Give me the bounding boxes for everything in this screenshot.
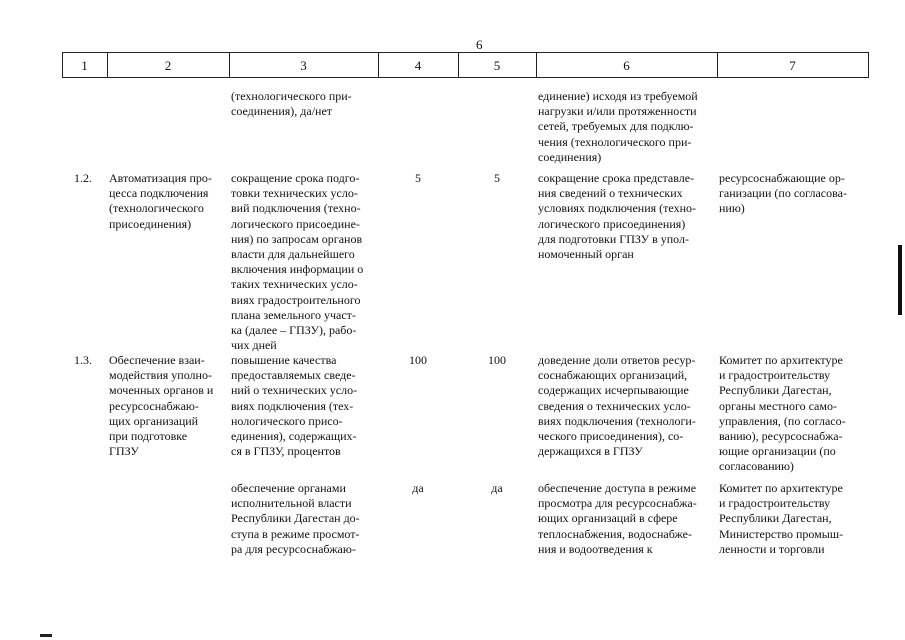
header-col-7: 7 <box>789 58 796 73</box>
row-responsible: Комитет по архитектуре и градостроительству Республики Дагестан, Министерство промыш- ленности и торговли <box>719 481 844 556</box>
row-responsible: Комитет по архитектуре и градостроительству Республики Дагестан, органы местного само- управления, (по согласо- ванию), ресурсоснабжа- ющие организации (по согласованию) <box>719 353 846 474</box>
header-col-4: 4 <box>414 58 422 73</box>
row-responsible: ресурсоснабжающие ор- ганизации (по согласова- нию) <box>719 171 847 216</box>
row-measure: повышение качества предоставляемых сведе- ний о технических усло- виях подключения (тех- нологического присо- единения), содержащих- ся в ГПЗУ, процентов <box>231 353 358 459</box>
header-col-6: 6 <box>623 58 630 73</box>
row-result: сокращение срока представле- ния сведений о технических условиях подключения (техно- логического присоединения) для подготовки ГПЗУ в упол- номоченный орган <box>538 171 696 262</box>
header-col-2: 2 <box>164 58 172 73</box>
row-value-col4: 100 <box>409 353 427 367</box>
row-value-col5: 5 <box>494 171 500 185</box>
row-value-col5: 100 <box>488 353 506 367</box>
page-number: 6 <box>476 37 483 52</box>
row-activity: Обеспечение взаи- модействия уполно- моченных органов и ресурсоснабжаю- щих организаций при подготовке ГПЗУ <box>109 353 214 459</box>
table-header-border <box>62 77 869 78</box>
row-measure: сокращение срока подго- товки технических усло- вий подключения (техно- логического присоедине- ния) по запросам органов власти для дальнейшего включения информации о таких технических усло- виях градостроительного плана земельного участ- ка (далее – ГПЗУ), рабо- чих дней <box>231 171 364 353</box>
row-number: 1.2. <box>74 171 92 185</box>
row-activity: Автоматизация про- цесса подключения (технологического присоединения) <box>109 171 212 231</box>
scan-edge-mark <box>898 245 902 315</box>
table-top-border <box>62 52 869 53</box>
header-col-3: 3 <box>300 58 307 73</box>
row-number: 1.3. <box>74 353 92 367</box>
row-result: единение) исходя из требуемой нагрузки и/или протяженности сетей, требуемых для подклю- чения (технологического при- соединения) <box>538 89 698 164</box>
row-value-col4: да <box>412 481 424 495</box>
row-result: обеспечение доступа в режиме просмотра для ресурсоснабжа- ющих организаций в сфере теплоснабжения, водоснабже- ния и водоотведения к <box>538 481 697 556</box>
header-col-1: 1 <box>81 58 88 73</box>
row-measure: (технологического при- соединения), да/нет <box>231 89 352 119</box>
row-value-col5: да <box>491 481 503 495</box>
row-result: доведение доли ответов ресур- соснабжающих организаций, содержащих исчерпывающие сведения о технических усло- виях подключения (технологи- ческого присоединения), со- держащихся в ГПЗУ <box>538 353 696 459</box>
header-divider <box>868 52 869 78</box>
header-col-5: 5 <box>493 58 501 73</box>
scan-corner-mark <box>40 634 52 637</box>
row-value-col4: 5 <box>415 171 421 185</box>
row-measure: обеспечение органами исполнительной власти Республики Дагестан до- ступа в режиме просмот- ра для ресурсоснабжаю- <box>231 481 360 556</box>
